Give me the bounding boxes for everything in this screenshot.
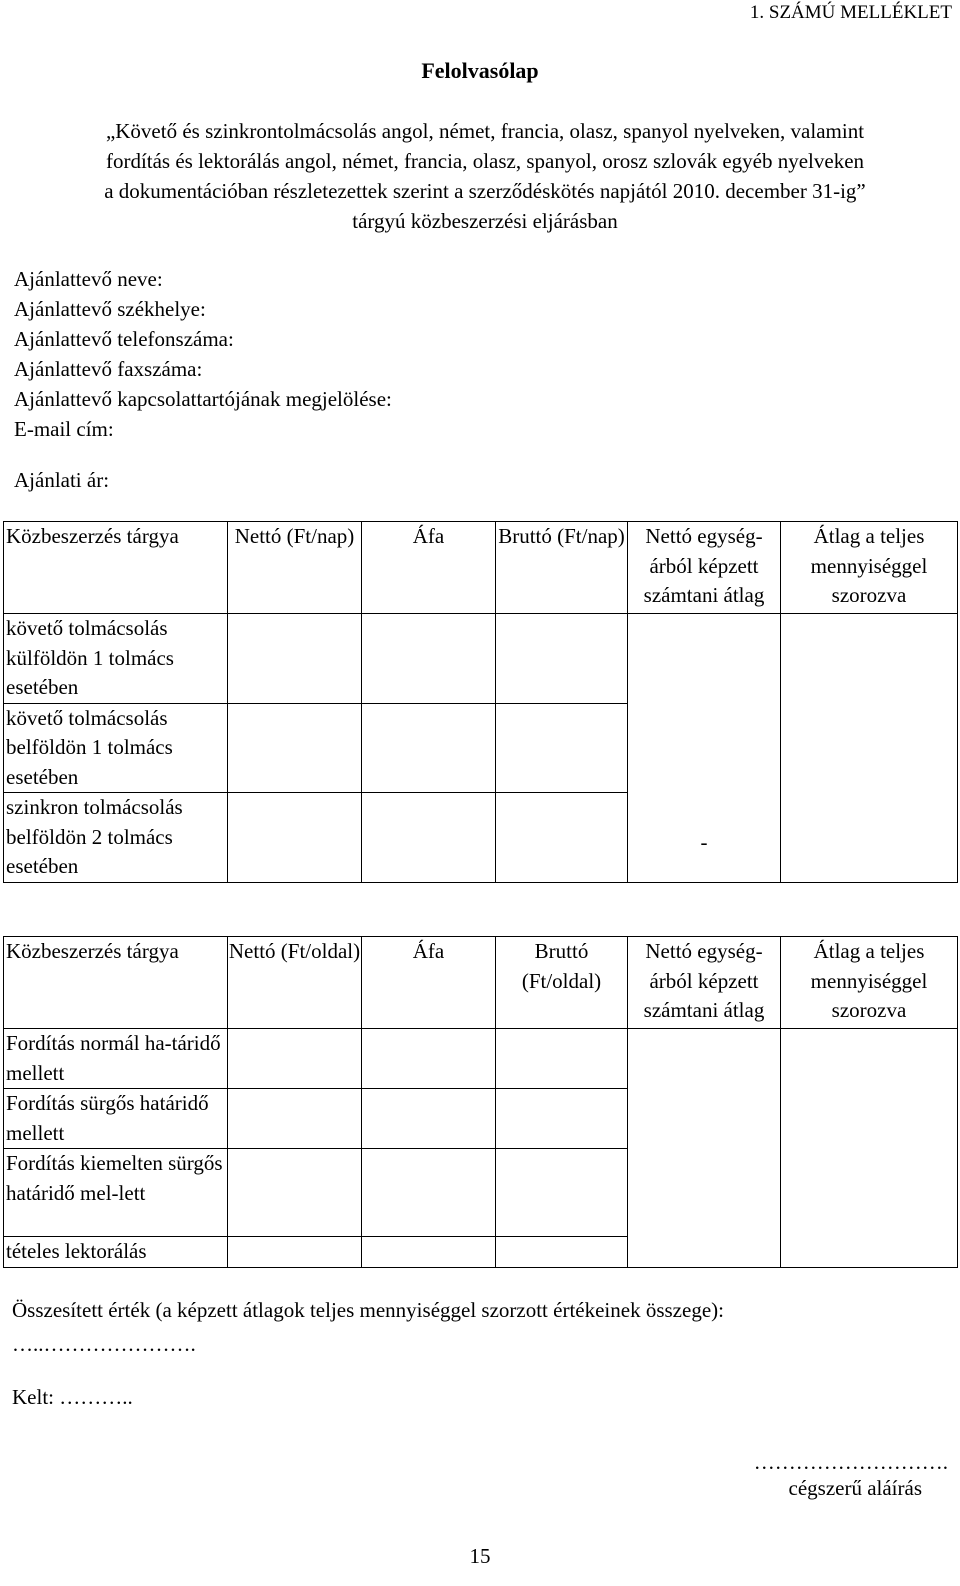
input-cell[interactable] — [228, 1149, 362, 1237]
avg-merged-cell[interactable] — [628, 1029, 781, 1268]
input-cell[interactable] — [496, 793, 628, 883]
interpreting-price-table — [3, 521, 958, 883]
field-bidder-seat: Ajánlattevő székhelye: — [14, 297, 206, 321]
input-cell[interactable] — [362, 614, 496, 704]
summary-value-blank[interactable]: …..…………………. — [12, 1332, 196, 1356]
field-email: E-mail cím: — [14, 417, 114, 441]
avg-merged-cell[interactable] — [628, 614, 781, 883]
table-row-label: Fordítás kiemelten sürgős határidő mel-lett — [4, 1149, 228, 1237]
field-bidder-phone: Ajánlattevő telefonszáma: — [14, 327, 234, 351]
price-label: Ajánlati ár: — [14, 468, 110, 492]
field-bidder-fax: Ajánlattevő faxszáma: — [14, 357, 203, 381]
input-cell[interactable] — [496, 1089, 628, 1149]
col-header-vat: Áfa — [362, 522, 496, 614]
signature-label: cégszerű aláírás — [788, 1476, 922, 1500]
field-bidder-name: Ajánlattevő neve: — [14, 267, 163, 291]
input-cell[interactable] — [362, 793, 496, 883]
field-bidder-contact: Ajánlattevő kapcsolattartójának megjelölése: — [14, 387, 392, 411]
total-merged-cell[interactable] — [781, 614, 958, 883]
bidder-fields — [14, 264, 392, 444]
col-header-avg: Nettó egység-árból képzett számtani átlag — [628, 937, 781, 1029]
input-cell[interactable] — [228, 614, 362, 704]
input-cell[interactable] — [362, 1029, 496, 1089]
col-header-gross: Bruttó (Ft/nap) — [496, 522, 628, 614]
input-cell[interactable] — [228, 703, 362, 793]
summary-text: Összesített érték (a képzett átlagok teljes mennyiséggel szorzott értékeinek összege): — [12, 1298, 724, 1322]
table-row-label: Fordítás sürgős határidő mellett — [4, 1089, 228, 1149]
table-row-label: tételes lektorálás — [4, 1237, 228, 1268]
subject-line: fordítás és lektorálás angol, német, francia, olasz, spanyol, orosz szlovák egyéb nyelveken — [105, 149, 865, 173]
table-row-label: Fordítás normál ha-táridő mellett — [4, 1029, 228, 1089]
table-row-label: követő tolmácsolás külföldön 1 tolmács esetében — [4, 614, 228, 704]
input-cell[interactable] — [228, 1237, 362, 1268]
total-merged-cell[interactable] — [781, 1029, 958, 1268]
col-header-subject: Közbeszerzés tárgya — [4, 522, 228, 614]
col-header-gross: Bruttó (Ft/oldal) — [496, 937, 628, 1029]
col-header-vat: Áfa — [362, 937, 496, 1029]
subject-line: tárgyú közbeszerzési eljárásban — [352, 209, 618, 233]
input-cell[interactable] — [362, 1089, 496, 1149]
input-cell[interactable] — [496, 1149, 628, 1237]
subject-line: a dokumentációban részletezettek szerint a szerződéskötés napjától 2010. december 31-ig” — [104, 179, 866, 203]
input-cell[interactable] — [362, 703, 496, 793]
input-cell[interactable] — [228, 793, 362, 883]
col-header-total: Átlag a teljes mennyiséggel szorozva — [781, 937, 958, 1029]
input-cell[interactable] — [496, 1237, 628, 1268]
input-cell[interactable] — [496, 614, 628, 704]
input-cell[interactable] — [228, 1089, 362, 1149]
table-row-label: követő tolmácsolás belföldön 1 tolmács esetében — [4, 703, 228, 793]
input-cell[interactable] — [362, 1149, 496, 1237]
input-cell[interactable] — [228, 1029, 362, 1089]
translation-price-table — [3, 936, 958, 1268]
col-header-subject: Közbeszerzés tárgya — [4, 937, 228, 1029]
col-header-avg: Nettó egység-árból képzett számtani átlag — [628, 522, 781, 614]
input-cell[interactable] — [496, 1029, 628, 1089]
col-header-net: Nettó (Ft/nap) — [228, 522, 362, 614]
page-title: Felolvasólap — [421, 58, 539, 83]
date-line[interactable]: Kelt: ……….. — [12, 1385, 133, 1409]
avg-dash: - — [700, 830, 708, 854]
col-header-total: Átlag a teljes mennyiséggel szorozva — [781, 522, 958, 614]
col-header-net: Nettó (Ft/oldal) — [228, 937, 362, 1029]
subject-block — [16, 116, 954, 236]
input-cell[interactable] — [496, 703, 628, 793]
signature-line[interactable]: ………………………. — [753, 1450, 948, 1474]
subject-line: „Követő és szinkrontolmácsolás angol, német, francia, olasz, spanyol nyelveken, valamint — [105, 119, 865, 143]
page-number: 15 — [469, 1544, 491, 1568]
table-row-label: szinkron tolmácsolás belföldön 2 tolmács esetében — [4, 793, 228, 883]
input-cell[interactable] — [362, 1237, 496, 1268]
annex-label: 1. SZÁMÚ MELLÉKLET — [749, 2, 952, 23]
